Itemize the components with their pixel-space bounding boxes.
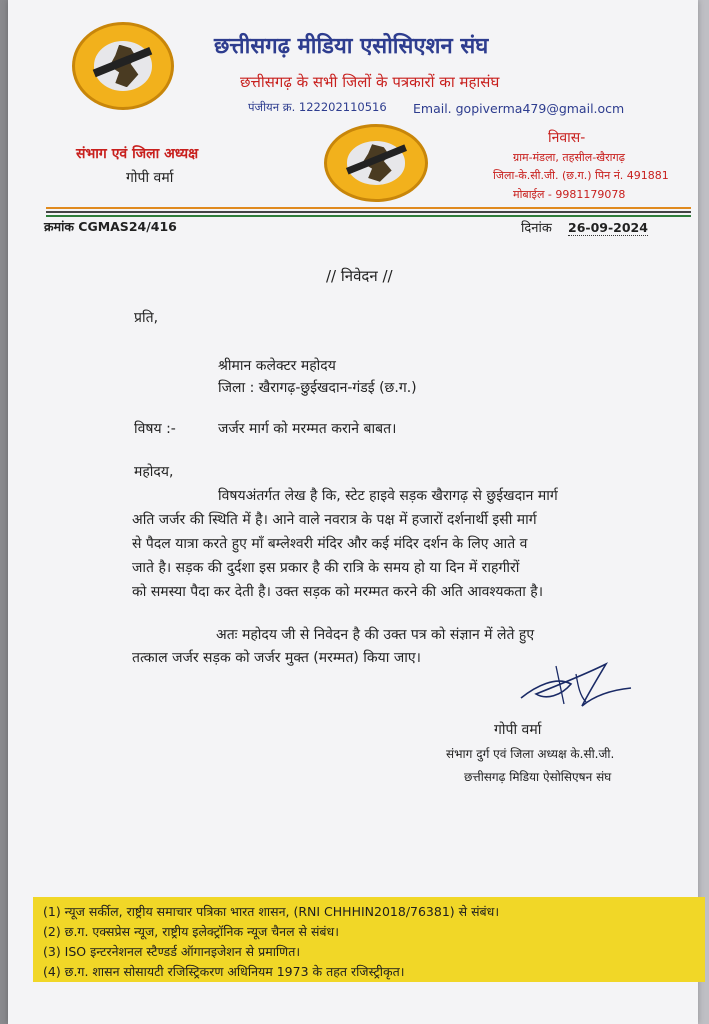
recipient-line2: जिला : खैरागढ़-छुईखदान-गंडई (छ.ग.) [218, 380, 417, 396]
role-line1: संभाग एवं जिला अध्यक्ष [76, 146, 199, 162]
para2-line: तत्काल जर्जर सड़क को जर्जर मुक्त (मरम्मत) किया जाए। [132, 650, 421, 666]
footer-line: (4) छ.ग. शासन सोसायटी रजिस्ट्रिकरण अधिनियम 1973 के तहत रजिस्ट्रीकृत। [43, 964, 405, 979]
para1-line: जाते है। सड़क की दुर्दशा इस प्रकार है की रात्रि के समय हो या दिन में राहगीरों [132, 560, 520, 576]
role-line2: गोपी वर्मा [126, 170, 174, 186]
header-rule-orange [46, 207, 691, 209]
header-rule-green [46, 215, 691, 217]
date-label: दिनांक [521, 221, 552, 236]
signatory-title2: छत्तीसगढ़ मिडिया ऐसोसिएषन संघ [464, 770, 612, 784]
header-rule-dark [46, 211, 691, 213]
address-line3: मोबाईल - 9981179078 [513, 188, 626, 201]
para2-line: अतः महोदय जी से निवेदन है की उक्त पत्र को संज्ञान में लेते हुए [216, 627, 535, 643]
salutation: महोदय, [134, 464, 174, 480]
page-edge-shadow [0, 0, 8, 1024]
subject-text: जर्जर मार्ग को मरम्मत कराने बाबत। [218, 421, 397, 437]
registration-number: पंजीयन क्र. 122202110516 [248, 100, 387, 114]
address-line2: जिला-के.सी.जी. (छ.ग.) पिन नं. 491881 [493, 169, 669, 182]
reference-number: क्रमांक CGMAS24/416 [44, 219, 177, 234]
prati: प्रति, [134, 310, 159, 326]
letter-heading: // निवेदन // [326, 267, 393, 285]
signatory-title1: संभाग दुर्ग एवं जिला अध्यक्ष के.सी.जी. [446, 747, 615, 761]
signature [516, 656, 636, 716]
para1-line: को समस्या पैदा कर देती है। उक्त सड़क को मरम्मत करने की अति आवश्यकता है। [132, 584, 544, 600]
signatory-name: गोपी वर्मा [494, 722, 542, 738]
address-heading: निवास- [548, 130, 586, 146]
para1-line: अति जर्जर की स्थिति में है। आने वाले नवरात्र के पक्ष में हजारों दर्शनार्थी इसी मार्ग [132, 512, 537, 528]
association-logo [72, 22, 174, 110]
date-value: 26-09-2024 [568, 220, 648, 235]
org-subtitle: छत्तीसगढ़ के सभी जिलों के पत्रकारों का महासंघ [240, 73, 500, 91]
recipient-line1: श्रीमान कलेक्टर महोदय [218, 358, 336, 374]
email: Email. gopiverma479@gmail.ocm [413, 101, 625, 116]
page-edge-shadow-right [698, 0, 709, 1024]
footer-line: (3) ISO इन्टरनेशनल स्टैण्डर्ड ऑगानइजेशन से प्रमाणित। [43, 944, 301, 959]
para1-line: विषयअंतर्गत लेख है कि, स्टेट हाइवे सड़क खैरागढ़ से छुईखदान मार्ग [218, 488, 558, 504]
org-title: छत्तीसगढ़ मीडिया एसोसिएशन संघ [214, 34, 489, 59]
letter-page [8, 0, 698, 1024]
footer-band [33, 897, 705, 982]
footer-line: (2) छ.ग. एक्सप्रेस न्यूज, राष्ट्रीय इलेक्ट्रॉनिक न्यूज चैनल से संबंध। [43, 924, 339, 939]
para1-line: से पैदल यात्रा करते हुए माँ बम्लेश्वरी मंदिर और कई मंदिर दर्शन के लिए आते व [132, 536, 528, 552]
association-logo-center [324, 124, 428, 202]
footer-line: (1) न्यूज सर्कील, राष्ट्रीय समाचार पत्रिका भारत शासन, (RNI CHHHIN2018/76381) से संबंध। [43, 904, 500, 919]
subject-label: विषय :- [134, 421, 176, 437]
address-line1: ग्राम-मंडला, तहसील-खैरागढ़ [513, 151, 625, 164]
